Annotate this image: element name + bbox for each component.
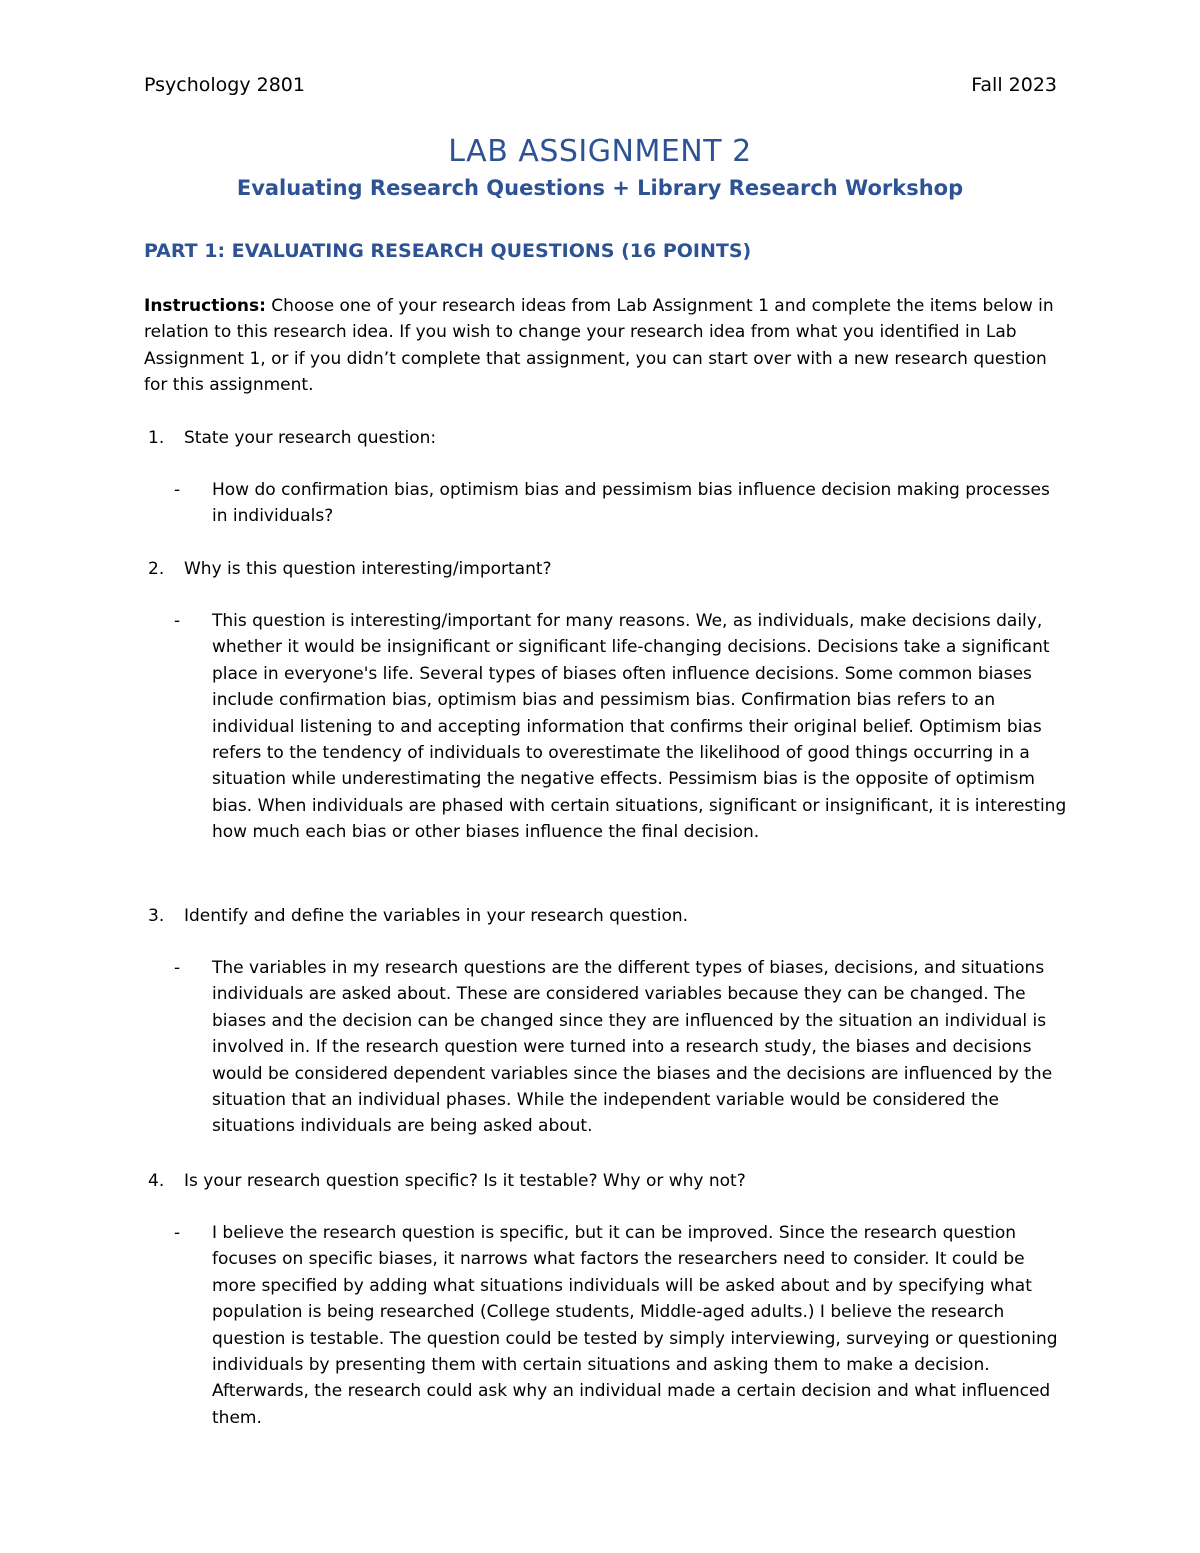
document-subtitle: Evaluating Research Questions + Library Research Workshop (236, 176, 964, 200)
answer-item (174, 1220, 1069, 1431)
question-text: Identify and define the variables in your research question. (184, 906, 689, 926)
answer-item (174, 477, 1069, 530)
page-header (144, 72, 1057, 98)
course-name: Psychology 2801 (144, 74, 305, 96)
answer-bullet: - (174, 1223, 181, 1243)
question-number: 3. (148, 906, 165, 926)
answer-bullet: - (174, 611, 181, 631)
answer-text: I believe the research question is specific, but it can be improved. Since the research question focuses on specific biases, it narrows what factors the researchers need to consider. It could be more specified by adding what situations individuals will be asked about and by specifying what population is being researched (College students, Middle-aged adults.) I believe the research question is testable. The question could be tested by simply interviewing, surveying or questioning individuals by presenting them with certain situations and asking them to make a decision. Afterwards, the research could ask why an individual made a certain decision and what influenced them. (212, 1223, 1058, 1428)
question-text: Why is this question interesting/important? (184, 559, 552, 579)
question-text: State your research question: (184, 428, 437, 448)
answer-item (174, 955, 1069, 1140)
part-1-heading: PART 1: EVALUATING RESEARCH QUESTIONS (16 POINTS) (144, 240, 752, 262)
document-title: LAB ASSIGNMENT 2 (448, 134, 752, 169)
instructions-text: Choose one of your research ideas from Lab Assignment 1 and complete the items below in relation to this research idea. If you wish to change your research idea from what you identified in Lab Assignment 1, or if you didn’t complete that assignment, you can start over with a new research question for this assignment. (144, 296, 1054, 396)
question-number: 2. (148, 559, 165, 579)
instructions-label: Instructions: (144, 296, 266, 316)
answer-bullet: - (174, 958, 181, 978)
instructions-paragraph (144, 293, 1069, 399)
question-text: Is your research question specific? Is it testable? Why or why not? (184, 1171, 746, 1191)
answer-text: This question is interesting/important for many reasons. We, as individuals, make decisions daily, whether it would be insignificant or significant life-changing decisions. Decisions take a significant place in everyone's life. Several types of biases often influence decisions. Some common biases include confirmation bias, optimism bias and pessimism bias. Confirmation bias refers to an individual listening to and accepting information that confirms their original belief. Optimism bias refers to the tendency of individuals to overestimate the likelihood of good things occurring in a situation while underestimating the negative effects. Pessimism bias is the opposite of optimism bias. When individuals are phased with certain situations, significant or insignificant, it is interesting how much each bias or other biases influence the final decision. (212, 611, 1067, 843)
question-number: 1. (148, 428, 165, 448)
answer-text: How do confirmation bias, optimism bias and pessimism bias influence decision making processes in individuals? (212, 480, 1050, 527)
answer-item (174, 608, 1069, 846)
answer-text: The variables in my research questions are the different types of biases, decisions, and situations individuals are asked about. These are considered variables because they can be changed. The biases and the decision can be changed since they are influenced by the situation an individual is involved in. If the research question were turned into a research study, the biases and decisions would be considered dependent variables since the biases and the decisions are influenced by the situation that an individual phases. While the independent variable would be considered the situations individuals are being asked about. (212, 958, 1053, 1137)
term: Fall 2023 (971, 74, 1057, 96)
answer-bullet: - (174, 480, 181, 500)
question-number: 4. (148, 1171, 165, 1191)
